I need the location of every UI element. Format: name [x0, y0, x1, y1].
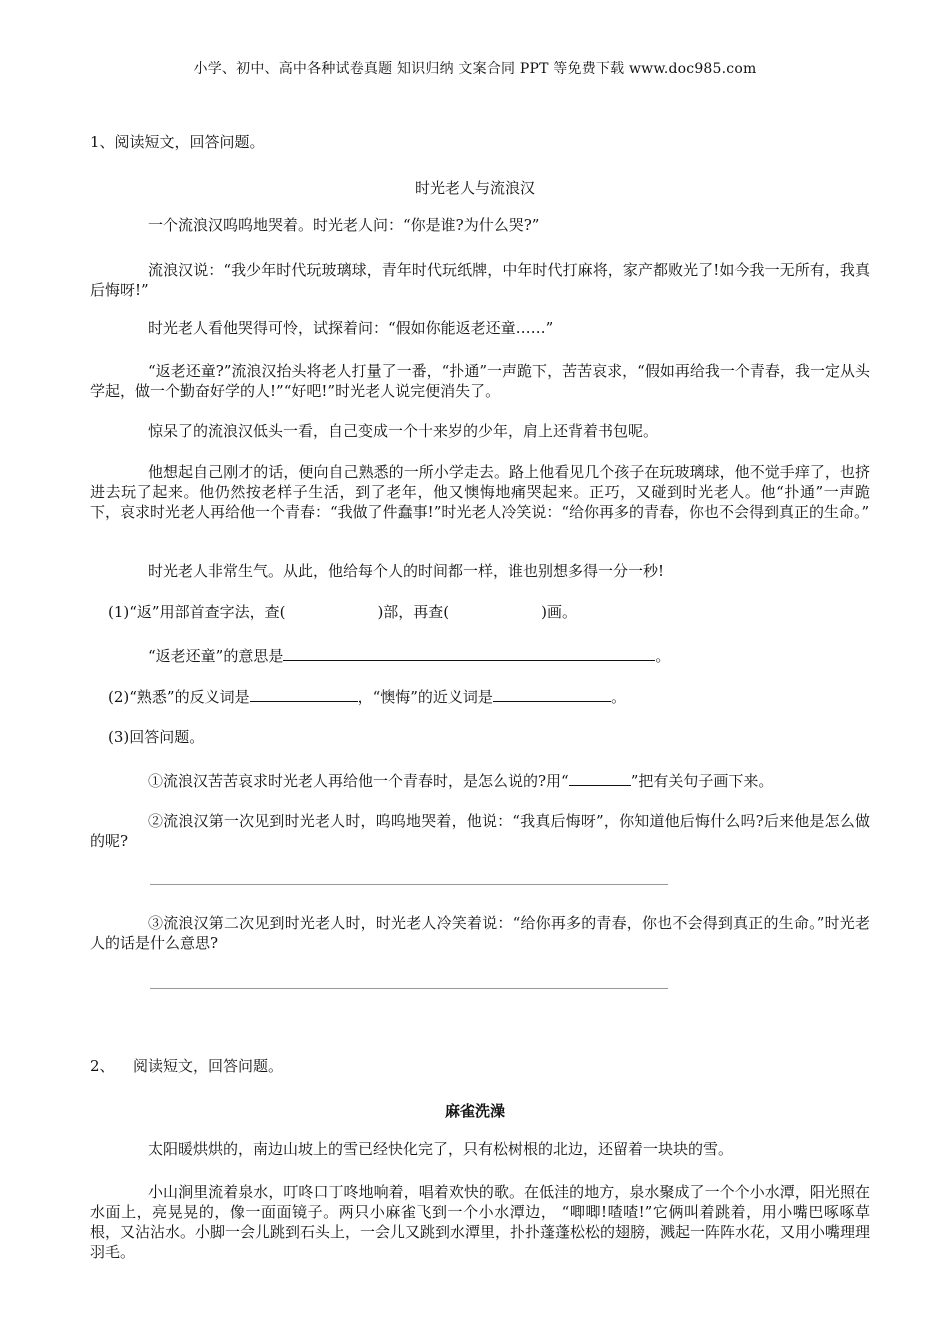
q1-sub1 — [108, 602, 577, 622]
q2-title: 麻雀洗澡 — [444, 1102, 505, 1120]
q1-sub3-q1-text-a: ①流浪汉苦苦哀求时光老人再给他一个青春时，是怎么说的?用“ — [148, 772, 569, 790]
q1-paragraph: 流浪汉说：“我少年时代玩玻璃球，青年时代玩纸牌，中年时代打麻将，家产都败光了!如今我一无所有，我真后悔呀!” — [90, 261, 870, 299]
q1-paragraph: 时光老人看他哭得可怜，试探着问：“假如你能返老还童……” — [148, 319, 554, 337]
q1-answer-line[interactable] — [150, 988, 668, 989]
q1-heading: 1、阅读短文，回答问题。 — [90, 133, 265, 151]
q1-sub3-q1-text-b: ”把有关句子画下来。 — [630, 772, 774, 790]
q1-sub1-line2 — [148, 645, 670, 666]
q1-sub2-text-b: ，“懊悔”的近义词是 — [357, 688, 493, 706]
q1-sub1-text-c: )画。 — [541, 603, 578, 621]
q1-answer-line[interactable] — [150, 884, 668, 885]
q2-paragraph: 小山涧里流着泉水，叮咚口丁咚地响着，唱着欢快的歌。在低洼的地方，泉水聚成了一个个小水潭，阳光照在水面上，亮晃晃的，像一面面镜子。两只小麻雀飞到一个小水潭边， “唧唧!喳喳!”它俩叫着跳着，用小嘴巴啄啄草根，又沾沾水。小脚一会儿跳到石头上，一会儿又跳到水潭里，扑扑蓬蓬松松的翅膀，溅起一阵阵水花，又用小嘴理理羽毛。 — [90, 1183, 871, 1261]
q1-synonym-blank[interactable] — [493, 686, 611, 702]
q1-sub2-text-a: (2)“熟悉”的反义词是 — [108, 688, 250, 706]
q2-heading: 阅读短文，回答问题。 — [133, 1057, 284, 1075]
q1-sub1-line2-end: 。 — [655, 647, 671, 665]
q1-sub3-q3: ③流浪汉第二次见到时光老人时，时光老人冷笑着说：“给你再多的青春，你也不会得到真正的生命。”时光老人的话是什么意思? — [90, 914, 870, 952]
q1-meaning-blank[interactable] — [283, 645, 655, 661]
q1-paragraph: 一个流浪汉呜呜地哭着。时光老人问：“你是谁?为什么哭?” — [148, 216, 540, 234]
q1-sub3-q2: ②流浪汉第一次见到时光老人时，呜呜地哭着，他说：“我真后悔呀”，你知道他后悔什么吗?后来他是怎么做的呢? — [90, 812, 870, 850]
q1-sub1-text-a: (1)“返”用部首查字法，查( — [108, 603, 286, 621]
q1-paragraph: 惊呆了的流浪汉低头一看，自己变成一个十来岁的少年，肩上还背着书包呢。 — [148, 422, 659, 440]
q1-sub3: (3)回答问题。 — [108, 728, 205, 746]
q1-antonym-blank[interactable] — [250, 686, 358, 702]
q2-paragraph: 太阳暖烘烘的，南边山坡上的雪已经快化完了，只有松树根的北边，还留着一块块的雪。 — [148, 1140, 734, 1158]
q1-title: 时光老人与流浪汉 — [414, 179, 535, 197]
q1-sub1-line2-text: “返老还童”的意思是 — [148, 647, 284, 665]
q1-sub3-q1 — [148, 770, 773, 791]
q1-underline-sample — [569, 770, 631, 786]
q2-number: 2、 — [90, 1057, 115, 1075]
q1-paragraph: “返老还童?”流浪汉抬头将老人打量了一番，“扑通”一声跪下，苦苦哀求，“假如再给我一个青春，我一定从头学起，做一个勤奋好学的人!”“好吧!”时光老人说完便消失了。 — [90, 362, 870, 400]
page-header: 小学、初中、高中各种试卷真题 知识归纳 文案合同 PPT 等免费下载 www.doc985.com — [193, 61, 757, 77]
q1-sub1-text-b: )部，再查( — [377, 603, 450, 621]
q1-paragraph: 他想起自己刚才的话，便向自己熟悉的一所小学走去。路上他看见几个孩子在玩玻璃球，他不觉手痒了，也挤进去玩了起来。他仍然按老样子生活，到了老年，他又懊悔地痛哭起来。正巧，又碰到时光老人。他“扑通”一声跪下，哀求时光老人再给他一个青春：“我做了件蠢事!”时光老人冷笑说：“给你再多的青春，你也不会得到真正的生命。” — [90, 463, 870, 521]
q1-paragraph: 时光老人非常生气。从此，他给每个人的时间都一样，谁也别想多得一分一秒! — [148, 562, 665, 580]
q1-sub2 — [108, 686, 626, 707]
q1-sub2-text-c: 。 — [610, 688, 626, 706]
